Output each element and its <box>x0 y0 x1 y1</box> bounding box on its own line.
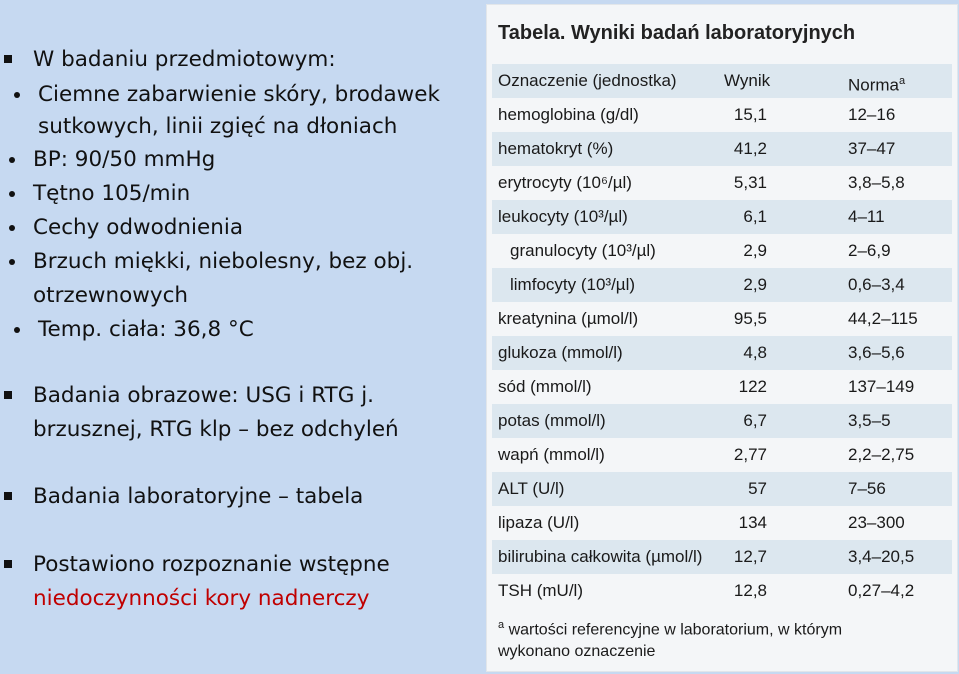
table-row <box>492 268 952 302</box>
table-row <box>492 98 952 132</box>
row-norm: 44,2–115 <box>848 309 918 328</box>
row-result: 4,8 <box>743 343 767 362</box>
row-result: 41,2 <box>733 139 767 158</box>
row-result: 95,5 <box>733 309 767 328</box>
row-parameter: hemoglobina (g/dl) <box>498 105 639 124</box>
norm-superscript: a <box>899 75 906 87</box>
row-result: 134 <box>738 513 767 532</box>
bullet-bp: BP: 90/50 mmHg <box>33 147 216 172</box>
table-body <box>492 98 952 608</box>
header-result: Wynik <box>724 71 771 90</box>
row-result: 15,1 <box>733 105 767 124</box>
section-physical-exam-title: W badaniu przedmiotowym: <box>33 47 336 72</box>
row-parameter: TSH (mU/l) <box>498 581 583 600</box>
row-result: 57 <box>748 479 767 498</box>
row-result: 12,7 <box>733 547 767 566</box>
table-row <box>492 574 952 608</box>
bullet-dehydration: Cechy odwodnienia <box>33 215 244 240</box>
table-row <box>492 404 952 438</box>
row-parameter: hematokryt (%) <box>498 139 614 158</box>
lab-table-image <box>486 4 958 672</box>
row-result: 2,77 <box>733 445 767 464</box>
lab-table <box>492 64 952 608</box>
row-result: 6,1 <box>743 207 767 226</box>
footnote-line2: wykonano oznaczenie <box>498 643 656 661</box>
row-parameter: potas (mmol/l) <box>498 411 606 430</box>
table-row <box>492 200 952 234</box>
table-row <box>492 234 952 268</box>
bullet-skin: Ciemne zabarwienie skóry, brodawek <box>38 82 440 107</box>
row-norm: 3,5–5 <box>848 411 891 430</box>
table-row <box>492 302 952 336</box>
row-norm: 7–56 <box>848 479 886 498</box>
row-parameter: lipaza (U/l) <box>498 513 580 532</box>
row-parameter: limfocyty (10³/µl) <box>510 275 636 294</box>
row-norm: 12–16 <box>848 105 896 124</box>
table-title: Tabela. Wyniki badań laboratoryjnych <box>498 22 856 44</box>
section-diagnosis: Postawiono rozpoznanie wstępne <box>33 552 390 577</box>
row-parameter: granulocyty (10³/µl) <box>510 241 656 260</box>
row-parameter: sód (mmol/l) <box>498 377 592 396</box>
section-imaging: Badania obrazowe: USG i RTG j. <box>33 383 374 408</box>
bullet-abdomen: Brzuch miękki, niebolesny, bez obj. <box>33 249 414 274</box>
table-header-row <box>492 64 952 98</box>
diagnosis-text: niedoczynności kory nadnerczy <box>33 586 370 611</box>
row-norm: 4–11 <box>848 207 885 226</box>
table-row <box>492 132 952 166</box>
row-norm: 37–47 <box>848 139 896 158</box>
row-result: 122 <box>738 377 767 396</box>
row-norm: 3,4–20,5 <box>848 547 915 566</box>
bullet-abdomen-cont: otrzewnowych <box>33 283 189 308</box>
row-parameter: wapń (mmol/l) <box>498 445 605 464</box>
bullet-skin-cont: sutkowych, linii zgięć na dłoniach <box>38 114 398 139</box>
header-parameter: Oznaczenie (jednostka) <box>498 71 677 90</box>
table-row <box>492 370 952 404</box>
row-result: 12,8 <box>733 581 767 600</box>
row-norm: 0,6–3,4 <box>848 275 905 294</box>
row-parameter: glukoza (mmol/l) <box>498 343 623 362</box>
bullet-pulse: Tętno 105/min <box>33 181 191 206</box>
table-row <box>492 540 952 574</box>
row-parameter: erytrocyty (10⁶/µl) <box>498 173 632 192</box>
table-row <box>492 438 952 472</box>
table-row <box>492 166 952 200</box>
row-norm: 0,27–4,2 <box>848 581 915 600</box>
table-row <box>492 506 952 540</box>
table-footnote <box>498 614 938 663</box>
row-result: 5,31 <box>733 173 767 192</box>
table-row <box>492 336 952 370</box>
header-norm: Norma$^a$ <box>848 75 906 95</box>
row-result: 2,9 <box>743 275 767 294</box>
row-parameter: kreatynina (µmol/l) <box>498 309 639 328</box>
row-norm: 2–6,9 <box>848 241 891 260</box>
row-result: 2,9 <box>743 241 767 260</box>
row-norm: 137–149 <box>848 377 915 396</box>
row-norm: 3,8–5,8 <box>848 173 905 192</box>
footnote-mark: a <box>498 619 505 631</box>
row-parameter: bilirubina całkowita (µmol/l) <box>498 547 703 566</box>
bullet-temp: Temp. ciała: 36,8 °C <box>38 317 254 342</box>
section-imaging-cont: brzusznej, RTG klp – bez odchyleń <box>33 417 399 442</box>
footnote-line1: wartości referencyjne w laboratorium, w którym <box>508 621 843 639</box>
row-result: 6,7 <box>743 411 767 430</box>
section-lab: Badania laboratoryjne – tabela <box>33 484 364 509</box>
row-norm: 3,6–5,6 <box>848 343 905 362</box>
row-parameter: leukocyty (10³/µl) <box>498 207 628 226</box>
row-norm: 23–300 <box>848 513 905 532</box>
row-norm: 2,2–2,75 <box>848 445 915 464</box>
row-parameter: ALT (U/l) <box>498 479 565 498</box>
table-row <box>492 472 952 506</box>
